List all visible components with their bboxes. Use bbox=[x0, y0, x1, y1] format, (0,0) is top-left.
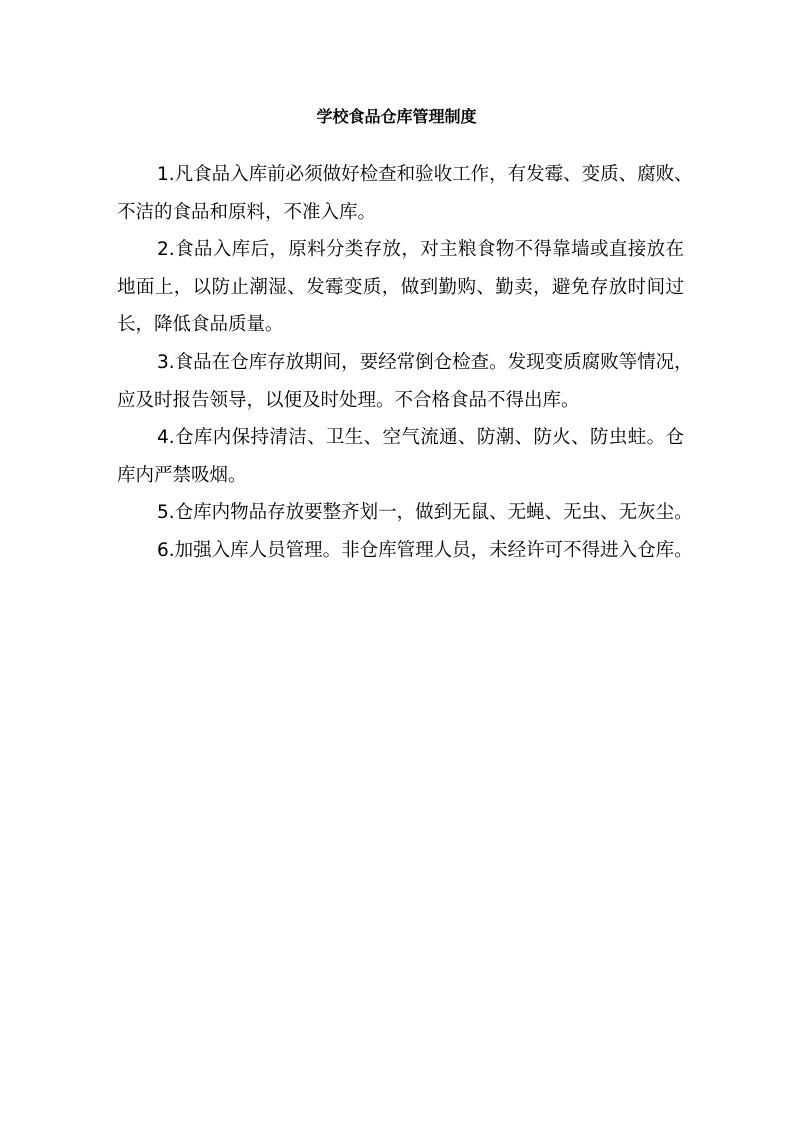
paragraph-line: 应及时报告领导，以便及时处理。不合格食品不得出库。 bbox=[117, 389, 580, 411]
paragraph-line: 长，降低食品质量。 bbox=[117, 314, 284, 336]
paragraph-line: 不洁的食品和原料，不准入库。 bbox=[117, 201, 377, 223]
paragraph-line: 6.加强入库人员管理。非仓库管理人员，未经许可不得进入仓库。 bbox=[157, 539, 693, 561]
paragraph-line: 2.食品入库后，原料分类存放，对主粮食物不得靠墙或直接放在 bbox=[157, 239, 684, 261]
paragraph-1 bbox=[117, 156, 693, 231]
paragraph-4 bbox=[117, 419, 684, 494]
paragraph-line: 地面上，以防止潮湿、发霉变质，做到勤购、勤卖，避免存放时间过 bbox=[117, 276, 684, 298]
paragraph-line: 库内严禁吸烟。 bbox=[117, 464, 247, 486]
paragraph-5 bbox=[117, 494, 693, 532]
paragraph-6 bbox=[117, 532, 693, 570]
paragraph-3 bbox=[117, 344, 693, 419]
document-title: 学校食品仓库管理制度 bbox=[316, 107, 477, 126]
paragraph-line: 4.仓库内保持清洁、卫生、空气流通、防潮、防火、防虫蛀。仓 bbox=[157, 427, 684, 449]
paragraph-2 bbox=[117, 231, 684, 344]
paragraph-line: 5.仓库内物品存放要整齐划一，做到无鼠、无蝇、无虫、无灰尘。 bbox=[157, 502, 693, 524]
paragraph-line: 3.食品在仓库存放期间，要经常倒仓检查。发现变质腐败等情况， bbox=[157, 351, 693, 373]
document-body bbox=[117, 156, 693, 570]
paragraph-line: 1.凡食品入库前必须做好检查和验收工作，有发霉、变质、腐败、 bbox=[157, 164, 693, 185]
